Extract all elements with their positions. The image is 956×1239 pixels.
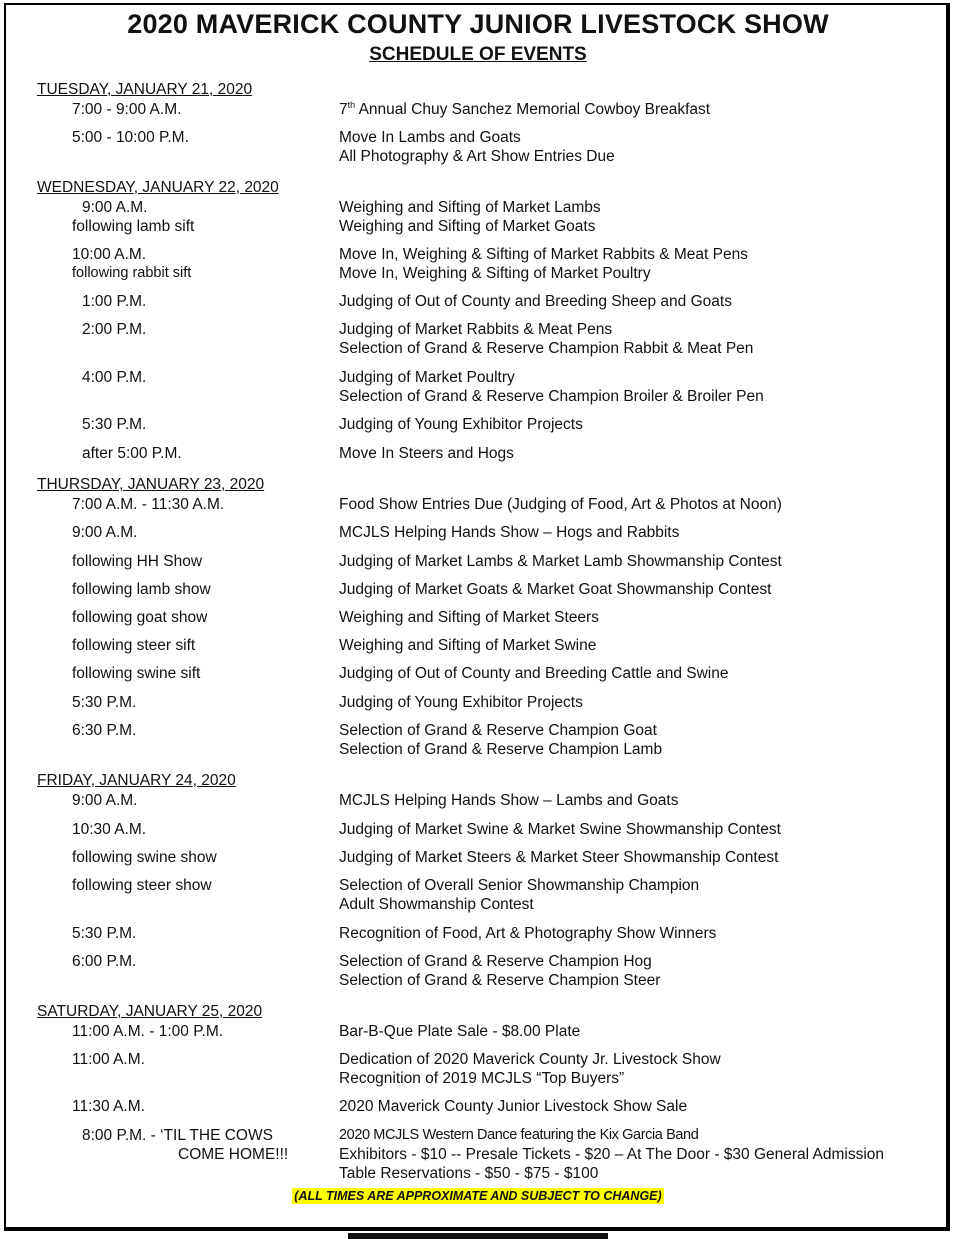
event-line: Move In Steers and Hogs	[339, 445, 514, 462]
event-time: 4:00 P.M.	[82, 369, 147, 386]
ordinal-suffix: th	[347, 100, 356, 110]
event-description	[339, 415, 583, 434]
event-description	[339, 664, 728, 683]
event-description	[339, 217, 595, 236]
event-line: Move In Lambs and Goats	[339, 129, 521, 146]
event-description	[339, 368, 764, 406]
event-time: 5:30 P.M.	[72, 925, 137, 942]
event-time: following lamb sift	[72, 218, 195, 235]
event-time: 6:30 P.M.	[72, 722, 137, 739]
disclaimer-note	[0, 1189, 956, 1203]
event-time: 9:00 A.M.	[82, 199, 148, 216]
event-description	[339, 580, 772, 599]
event-description	[339, 444, 514, 463]
event-description	[339, 1126, 884, 1183]
event-description	[339, 1097, 687, 1116]
page-title: 2020 MAVERICK COUNTY JUNIOR LIVESTOCK SHOW	[127, 9, 829, 39]
event-description	[339, 952, 660, 990]
event-description	[339, 264, 651, 283]
event-description	[339, 495, 782, 514]
event-line: Weighing and Sifting of Market Swine	[339, 637, 597, 654]
event-description	[339, 848, 778, 867]
event-time: 5:30 P.M.	[82, 416, 147, 433]
event-description	[339, 128, 615, 166]
event-description	[339, 523, 679, 542]
event-line: Judging of Out of County and Breeding Sheep and Goats	[339, 293, 732, 310]
ordinal-number: 7	[339, 101, 348, 118]
event-line: MCJLS Helping Hands Show – Lambs and Goats	[339, 792, 679, 809]
event-time-line: 8:00 P.M. - ‘TIL THE COWS	[82, 1127, 273, 1144]
event-time: after 5:00 P.M.	[82, 445, 182, 462]
event-description	[339, 245, 748, 264]
event-line: Judging of Market Lambs & Market Lamb Showmanship Contest	[339, 553, 782, 570]
event-time: 10:30 A.M.	[72, 821, 147, 838]
event-time: 11:00 A.M.	[72, 1051, 145, 1068]
event-line: Annual Chuy Sanchez Memorial Cowboy Breakfast	[358, 101, 711, 118]
event-line: Recognition of Food, Art & Photography Show Winners	[339, 925, 717, 942]
event-description	[339, 693, 583, 712]
event-line: Selection of Grand & Reserve Champion Lamb	[339, 741, 663, 758]
day-header-saturday: SATURDAY, JANUARY 25, 2020	[37, 1003, 263, 1020]
day-header-friday: FRIDAY, JANUARY 24, 2020	[37, 772, 236, 789]
event-line: Judging of Market Poultry	[339, 369, 515, 386]
event-line: 2020 MCJLS Western Dance featuring the Kix Garcia Band	[339, 1127, 699, 1143]
event-time: following swine sift	[72, 665, 201, 682]
event-time: 11:30 A.M.	[72, 1098, 145, 1115]
event-time-line: COME HOME!!!	[178, 1146, 289, 1163]
event-description	[339, 820, 781, 839]
event-line: Exhibitors - $10 -- Presale Tickets - $20 – At The Door - $30 General Admission	[339, 1146, 885, 1163]
event-description	[339, 791, 678, 810]
disclaimer-text: (ALL TIMES ARE APPROXIMATE AND SUBJECT TO CHANGE)	[294, 1189, 662, 1203]
event-line: Judging of Market Goats & Market Goat Showmanship Contest	[339, 581, 772, 598]
event-line: Weighing and Sifting of Market Goats	[339, 218, 596, 235]
event-line: Bar-B-Que Plate Sale - $8.00 Plate	[339, 1023, 581, 1040]
event-description	[339, 198, 601, 217]
event-line: Selection of Overall Senior Showmanship Champion	[339, 877, 700, 894]
event-time: 7:00 A.M. - 11:30 A.M.	[72, 496, 225, 513]
event-line: Weighing and Sifting of Market Steers	[339, 609, 599, 626]
event-time: following steer show	[72, 877, 212, 894]
event-line: Recognition of 2019 MCJLS “Top Buyers”	[339, 1070, 625, 1087]
event-line: All Photography & Art Show Entries Due	[339, 148, 615, 165]
event-description	[339, 608, 599, 627]
event-time	[82, 1126, 288, 1164]
event-line: Judging of Young Exhibitor Projects	[339, 416, 583, 433]
event-line: Selection of Grand & Reserve Champion Broiler & Broiler Pen	[339, 388, 764, 405]
event-line: Weighing and Sifting of Market Lambs	[339, 199, 601, 216]
event-line: Judging of Out of County and Breeding Cattle and Swine	[339, 665, 729, 682]
event-line: Move In, Weighing & Sifting of Market Poultry	[339, 265, 651, 282]
event-line: 2020 Maverick County Junior Livestock Show Sale	[339, 1098, 688, 1115]
day-header-thursday: THURSDAY, JANUARY 23, 2020	[37, 476, 265, 493]
event-line: MCJLS Helping Hands Show – Hogs and Rabbits	[339, 524, 680, 541]
event-time: following HH Show	[72, 553, 203, 570]
event-line: Judging of Market Steers & Market Steer Showmanship Contest	[339, 849, 779, 866]
page-subtitle: SCHEDULE OF EVENTS	[369, 44, 587, 65]
day-header-tuesday: TUESDAY, JANUARY 21, 2020	[37, 81, 253, 98]
event-description	[339, 320, 753, 358]
event-line: Judging of Market Rabbits & Meat Pens	[339, 321, 613, 338]
event-time: 9:00 A.M.	[72, 524, 138, 541]
event-line: Selection of Grand & Reserve Champion Hog	[339, 953, 652, 970]
event-description	[339, 636, 596, 655]
event-line: Selection of Grand & Reserve Champion Goat	[339, 722, 657, 739]
event-line: Selection of Grand & Reserve Champion Rabbit & Meat Pen	[339, 340, 754, 357]
event-time: following lamb show	[72, 581, 211, 598]
event-description	[339, 876, 699, 914]
event-description	[339, 100, 710, 119]
event-line: Judging of Market Swine & Market Swine Showmanship Contest	[339, 821, 781, 838]
event-line: Judging of Young Exhibitor Projects	[339, 694, 583, 711]
event-line: Selection of Grand & Reserve Champion Steer	[339, 972, 661, 989]
event-time: 9:00 A.M.	[72, 792, 138, 809]
event-time: 10:00 A.M.	[72, 246, 147, 263]
event-time: 2:00 P.M.	[82, 321, 147, 338]
event-time: following swine show	[72, 849, 217, 866]
event-time: 5:30 P.M.	[72, 694, 137, 711]
event-time: 11:00 A.M. - 1:00 P.M.	[72, 1023, 224, 1040]
event-line: Dedication of 2020 Maverick County Jr. Livestock Show	[339, 1051, 721, 1068]
event-description	[339, 721, 662, 759]
event-time: following steer sift	[72, 637, 196, 654]
event-line: Move In, Weighing & Sifting of Market Rabbits & Meat Pens	[339, 246, 748, 263]
event-description	[339, 1050, 721, 1088]
event-time: 1:00 P.M.	[82, 293, 147, 310]
event-description	[339, 1022, 580, 1041]
day-header-wednesday: WEDNESDAY, JANUARY 22, 2020	[37, 179, 279, 196]
event-line: Adult Showmanship Contest	[339, 896, 534, 913]
event-line: Table Reservations - $50 - $75 - $100	[339, 1165, 599, 1182]
event-time: 5:00 - 10:00 P.M.	[72, 129, 189, 146]
event-time: following rabbit sift	[72, 265, 192, 281]
event-description	[339, 924, 716, 943]
event-time: 7:00 - 9:00 A.M.	[72, 101, 182, 118]
event-description	[339, 292, 732, 311]
event-time: 6:00 P.M.	[72, 953, 137, 970]
event-time: following goat show	[72, 609, 208, 626]
event-line: Food Show Entries Due (Judging of Food, Art & Photos at Noon)	[339, 496, 782, 513]
event-description	[339, 552, 782, 571]
